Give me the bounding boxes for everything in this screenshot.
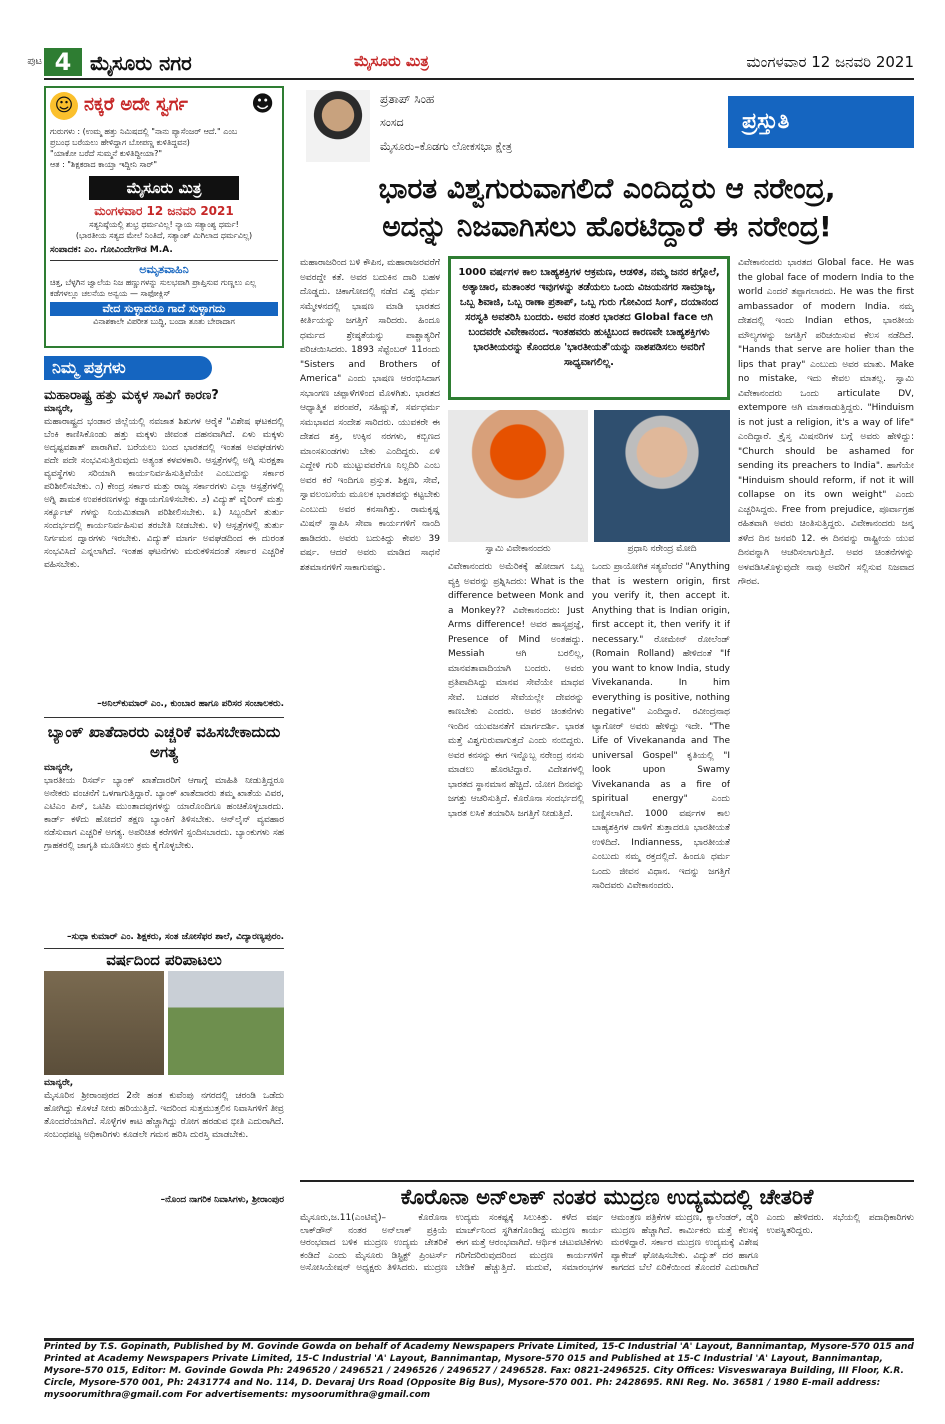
letter2-signature: –ಸುಧಾ ಕುಮಾರ್ ಎಂ. ಶಿಕ್ಷಕರು, ಸಂತ ಜೋಸೆಫರ ಶಾಲೆ, ವಿದ್ಯಾರಣ್ಯಪುರಂ.: [66, 932, 284, 942]
bottom-article: [300, 1180, 914, 1336]
page-label: ಪುಟ: [27, 56, 42, 67]
logo-date: ಮಂಗಳವಾರ 12 ಜನವರಿ 2021: [94, 204, 234, 218]
letter1-body: ಮಹಾರಾಷ್ಟ್ರದ ಭಂಡಾರ ಜಿಲ್ಲೆಯಲ್ಲಿ ನವಜಾತ ಶಿಶುಗಳ ಆರೈಕೆ "ವಿಶೇಷ ಘಟಕದಲ್ಲಿ ಬೆಂಕಿ ಕಾಣಿಸಿಕೊಂಡು ಹತ್ತು ಮಕ್ಕಳು ಜೀವಂತ ದಹನವಾಗಿದೆ. ಏಳು ಮಕ್ಕಳು ಅದೃಷ್ಟವಶಾತ್ ಪಾರಾಗಿವೆ. ಬರೆಯಲು ಬಂದ ಭಾರತದಲ್ಲಿ ಇಂತಹ ಅವಘಡಗಳು ಪದೇ ಪದೇ ಸಂಭವಿಸುತ್ತಿರುವುದು ಅತ್ಯಂತ ಕಳವಳಕಾರಿ. ಆಸ್ಪತ್ರೆಗಳಲ್ಲಿ ಅಗ್ನಿ ಸುರಕ್ಷತಾ ವ್ಯವಸ್ಥೆಗಳು ಸರಿಯಾಗಿ ಕಾರ್ಯನಿರ್ವಹಿಸುತ್ತಿವೆಯೇ ಎಂಬುದನ್ನು ಸರ್ಕಾರ ಪರಿಶೀಲಿಸಬೇಕು. ೧) ಕೇಂದ್ರ ಸರ್ಕಾರ ಮತ್ತು ರಾಜ್ಯ ಸರ್ಕಾರಗಳು ಎಲ್ಲಾ ಆಸ್ಪತ್ರೆಗಳಲ್ಲಿ ಅಗ್ನಿ ಶಾಮಕ ಉಪಕರಣಗಳನ್ನು ಕಡ್ಡಾಯಗೊಳಿಸಬೇಕು. ೨) ವಿದ್ಯುತ್ ವೈರಿಂಗ್ ಮತ್ತು ಸರ್ಕ್ಯೂಟ್ ಗಳನ್ನು ನಿಯಮಿತವಾಗಿ ಪರಿಶೀಲಿಸಬೇಕು. ೩) ಸಿಬ್ಬಂದಿಗೆ ತುರ್ತು ಸಂದರ್ಭದಲ್ಲಿ ಕಾರ್ಯನಿರ್ವಹಿಸುವ ತರಬೇತಿ ನೀಡಬೇಕು. ೪) ಆಸ್ಪತ್ರೆಗಳಲ್ಲಿ ತುರ್ತು ನಿರ್ಗಮನ ದ್ವಾರಗಳು ಇರಬೇಕು. ವಿದ್ಯುತ್ ಮಾರ್ಗ ಅವಘಡದಿಂದ ಈ ದುರಂತ ಸಂಭವಿಸಿದೆ ಎನ್ನಲಾಗಿದೆ. ಇಂತಹ ಘಟನೆಗಳು ಮರುಕಳಿಸದಂತೆ ಸರ್ಕಾರ ಎಚ್ಚರಿಕೆ ವಹಿಸಬೇಕು.: [44, 417, 284, 570]
author-header: [300, 86, 914, 166]
letter1-title: ಮಹಾರಾಷ್ಟ್ರ ಹತ್ತು ಮಕ್ಕಳ ಸಾವಿಗೆ ಕಾರಣ?: [44, 388, 219, 403]
left-column: [44, 86, 284, 1207]
motto-line: ಸತ್ಯನಿಷ್ಠೆಯಲ್ಲಿ ಶುಭ್ರ ಧರ್ಮವಿಲ್ಲ! ನ್ಯಾಯ ಸತ್ಯಾಂಶ್ಯ ಧರ್ಮ!: [89, 220, 239, 229]
author-photo: [306, 90, 370, 162]
letter3-photos: [44, 971, 284, 1075]
drain-photo: [44, 971, 164, 1075]
amruthavahini-title: ಅಮೃತವಾಹಿನಿ: [139, 263, 189, 276]
letters-banner-label: ನಿಮ್ಮ ಪತ್ರಗಳು: [44, 356, 212, 380]
page-number: 4: [44, 48, 82, 76]
author-role: ಸಂಸದ: [380, 116, 404, 129]
bottom-body: ಮೈಸೂರು,ಜ.11(ಎಂಟಿವೈ)– ಕೊರೊನಾ ಲಾಕ್‌ಡೌನ್ ನಂತರ ಅನ್‌ಲಾಕ್ ಪ್ರಕ್ರಿಯೆ ಆರಂಭವಾದ ಬಳಿಕ ಮುದ್ರಣ ಉದ್ಯಮ ಚೇತರಿಕೆ ಕಂಡಿದೆ ಎಂದು ಮೈಸೂರು ಡಿಸ್ಟ್ರಿಕ್ಟ್ ಪ್ರಿಂಟರ್ಸ್ ಅಸೋಸಿಯೇಷನ್ ಅಧ್ಯಕ್ಷರು ತಿಳಿಸಿದರು. ಮುದ್ರಣ ಉದ್ಯಮ ಸಂಕಷ್ಟಕ್ಕೆ ಸಿಲುಕಿತ್ತು. ಕಳೆದ ವರ್ಷ ಮಾರ್ಚ್‌ನಿಂದ ಸ್ಥಗಿತಗೊಂಡಿದ್ದ ಮುದ್ರಣ ಕಾರ್ಯ ಈಗ ಮತ್ತೆ ಆರಂಭವಾಗಿದೆ. ಆರ್ಥಿಕ ಚಟುವಟಿಕೆಗಳು ಗರಿಗೆದರಿರುವುದರಿಂದ ಮುದ್ರಣ ಕಾರ್ಯಗಳಿಗೆ ಬೇಡಿಕೆ ಹೆಚ್ಚುತ್ತಿದೆ. ಮದುವೆ, ಸಮಾರಂಭಗಳ ಆಮಂತ್ರಣ ಪತ್ರಿಕೆಗಳ ಮುದ್ರಣ, ಕ್ಯಾಲೆಂಡರ್, ಡೈರಿ ಮುದ್ರಣ ಹೆಚ್ಚಾಗಿದೆ. ಕಾರ್ಮಿಕರು ಮತ್ತೆ ಕೆಲಸಕ್ಕೆ ಮರಳಿದ್ದಾರೆ. ಸರ್ಕಾರ ಮುದ್ರಣ ಉದ್ಯಮಕ್ಕೆ ವಿಶೇಷ ಪ್ಯಾಕೇಜ್ ಘೋಷಿಸಬೇಕು. ವಿದ್ಯುತ್ ದರ ಹಾಗೂ ಕಾಗದದ ಬೆಲೆ ಏರಿಕೆಯಿಂದ ತೊಂದರೆ ಎದುರಾಗಿದೆ ಎಂದು ಹೇಳಿದರು. ಸಭೆಯಲ್ಲಿ ಪದಾಧಿಕಾರಿಗಳು ಉಪಸ್ಥಿತರಿದ್ದರು.: [300, 1213, 914, 1273]
section-title: ಮೈಸೂರು ನಗರ: [90, 51, 192, 75]
pull-quote: 1000 ವರ್ಷಗಳ ಕಾಲ ಬಾಹ್ಯಶಕ್ತಿಗಳ ಆಕ್ರಮಣ, ಆಡಳಿತ, ನಮ್ಮ ಜನರ ಕಗ್ಗೊಲೆ, ಅತ್ಯಾಚಾರ, ಮತಾಂತರ ಇವುಗಳನ್ನು ತಡೆಯಲು ಒಂದು ವಿಜಯನಗರ ಸಾಮ್ರಾಜ್ಯ, ಒಬ್ಬ ಶಿವಾಜಿ, ಒಬ್ಬ ರಾಣಾ ಪ್ರತಾಪ್, ಒಬ್ಬ ಗುರು ಗೋವಿಂದ ಸಿಂಗ್, ದಯಾನಂದ ಸರಸ್ವತಿ ಅವತರಿಸಿ ಬಂದರು. ಅವರ ನಂತರ ಭಾರತದ Global face ಆಗಿ ಬಂದವರೇ ವಿವೇಕಾನಂದ. ಇಂತಹವರು ಹುಟ್ಟಿಬಂದ ಕಾರಣವೇ ಬಾಹ್ಯಶಕ್ತಿಗಳು ಭಾರತೀಯರನ್ನು ಕೊಂದರೂ 'ಭಾರತೀಯತೆ'ಯನ್ನು ನಾಶಪಡಿಸಲು ಅವರಿಗೆ ಸಾಧ್ಯವಾಗಲಿಲ್ಲ.: [448, 256, 730, 400]
paper-name: ಮೈಸೂರು ಮಿತ್ರ: [354, 52, 429, 70]
author-constituency: ಮೈಸೂರು–ಕೊಡಗು ಲೋಕಸಭಾ ಕ್ಷೇತ್ರ: [380, 140, 513, 153]
letter2-title: ಬ್ಯಾಂಕ್ ಖಾತೆದಾರರು ಎಚ್ಚರಿಕೆ ವಹಿಸಬೇಕಾದುದು ಅಗತ್ಯ: [47, 723, 281, 761]
letter1-salutation: ಮಾನ್ಯರೇ,: [44, 404, 74, 414]
bottom-headline: ಕೊರೊನಾ ಅನ್‌ಲಾಕ್ ನಂತರ ಮುದ್ರಣ ಉದ್ಯಮದಲ್ಲಿ ಚೇತರಿಕೆ: [400, 1185, 814, 1209]
article-col-4: ವಿವೇಕಾನಂದರು ಭಾರತದ Global face. He was the global face of modern India to the world ಎಂದರೆ ತಪ್ಪಾಗಲಾರದು. He was the first ambassador of modern India. ನಮ್ಮ ದೇಶದಲ್ಲಿ ಇಂದು Indian ethos, ಭಾರತೀಯ ಮೌಲ್ಯಗಳನ್ನು ಜಗತ್ತಿಗೆ ಪರಿಚಯಿಸುವ ಕೆಲಸ ನಡೆದಿದೆ. "Hands that serve are holier than the lips that pray" ಎಂಬುದು ಅವರ ಮಾತು. Make no mistake, ಇದು ಕೇವಲ ಮಾತಲ್ಲ. ಸ್ವಾಮಿ ವಿವೇಕಾನಂದರು ಒಂದು articulate DV, extempore ಆಗಿ ಮಾತನಾಡುತ್ತಿದ್ದರು. "Hinduism is not just a religion, it's a way of life" ಎಂದಿದ್ದಾರೆ. ಕ್ರೈಸ್ತ ಮಿಷನರಿಗಳ ಬಗ್ಗೆ ಅವರು ಹೇಳಿದ್ದು: "Church should be ashamed for sending its preachers to India". ಹಾಗೆಯೇ "Hinduism should reform, if not it will collapse on its own weight" ಎಂದು ಎಚ್ಚರಿಸಿದ್ದರು. Free from prejudice, ಪೂರ್ವಾಗ್ರಹ ರಹಿತವಾಗಿ ಅವರು ಚಿಂತಿಸುತ್ತಿದ್ದರು. ವಿವೇಕಾನಂದರು ಜನ್ಮ ತಳೆದ ದಿನ ಜನವರಿ 12. ಈ ದಿನವನ್ನು ರಾಷ್ಟ್ರೀಯ ಯುವ ದಿನವನ್ನಾಗಿ ಆಚರಿಸಲಾಗುತ್ತಿದೆ. ಅವರ ಚಿಂತನೆಗಳನ್ನು ಅಳವಡಿಸಿಕೊಳ್ಳುವುದೇ ನಾವು ಅವರಿಗೆ ಸಲ್ಲಿಸುವ ನಿಜವಾದ ಗೌರವ.: [738, 258, 914, 587]
motto: [50, 219, 278, 241]
letter3-signature: –ನೊಂದ ನಾಗರಿಕ ನಿವಾಸಿಗಳು, ಶ್ರೀರಾಂಪುರ: [160, 1195, 284, 1205]
masthead: [27, 48, 914, 80]
humor-line: ಪ್ರಬಂಧ ಬರೆಯಲು ಹೇಳಿದ್ದಾಗ ಬೋಪಣ್ಣ ಕುಳಿತಿದ್ದವನ): [50, 138, 190, 147]
humor-line: ಆತ : "ಶಿಕ್ಷಕರಾದ ಕಾಯ್ತಾ ಇದ್ದೀನಿ ಸಾರ್": [50, 160, 158, 169]
headline-block: [300, 170, 914, 250]
column-label: ಪ್ರಸ್ತುತಿ: [728, 96, 914, 148]
cartoon-icon: ☻: [251, 92, 274, 117]
vivekananda-photo: [448, 410, 588, 542]
caption-modi: ಪ್ರಧಾನಿ ನರೇಂದ್ರ ಮೋದಿ: [627, 544, 697, 554]
letter3-salutation: ಮಾನ್ಯರೇ,: [44, 1078, 74, 1088]
veda-title: ವೇದ ಸುಳ್ಳಾದರೂ ಗಾದೆ ಸುಳ್ಳಾಗದು: [50, 302, 278, 316]
author-name: ಪ್ರತಾಪ್ ಸಿಂಹ: [380, 92, 435, 106]
letter3-body: ಮೈಸೂರಿನ ಶ್ರೀರಾಂಪುರದ 2ನೇ ಹಂತ ಕುವೆಂಪು ನಗರದಲ್ಲಿ ಚರಂಡಿ ಒಡೆದು ಹೋಗಿದ್ದು ಕೊಳಚೆ ನೀರು ಹರಿಯುತ್ತಿದೆ. ಇದರಿಂದ ಸುತ್ತಮುತ್ತಲಿನ ನಿವಾಸಿಗಳಿಗೆ ತೀವ್ರ ತೊಂದರೆಯಾಗಿದೆ. ಸೊಳ್ಳೆಗಳ ಕಾಟ ಹೆಚ್ಚಾಗಿದ್ದು ರೋಗ ಹರಡುವ ಭೀತಿ ಎದುರಾಗಿದೆ. ಸಂಬಂಧಪಟ್ಟ ಅಧಿಕಾರಿಗಳು ಕೂಡಲೇ ಗಮನ ಹರಿಸಿ ದುರಸ್ತಿ ಮಾಡಬೇಕು.: [44, 1091, 284, 1140]
article-col-2: ವಿವೇಕಾನಂದರು ಅಮೆರಿಕಕ್ಕೆ ಹೋದಾಗ ಒಬ್ಬ ವ್ಯಕ್ತಿ ಅವರನ್ನು ಪ್ರಶ್ನಿಸಿದರು: What is the difference between Monk and a Monkey?? ವಿವೇಕಾನಂದರು: Just Arms difference! ಅವರ ಹಾಸ್ಯಪ್ರಜ್ಞೆ, Presence of Mind ಅಂತಹದ್ದು. Messiah ಆಗಿ ಬರಲಿಲ್ಲ, ಮಾನವತಾವಾದಿಯಾಗಿ ಬಂದರು. ಅವರು ಪ್ರತಿಪಾದಿಸಿದ್ದು ಮಾನವ ಸೇವೆಯೇ ಮಾಧವ ಸೇವೆ. ಬಡವರ ಸೇವೆಯಲ್ಲೇ ದೇವರನ್ನು ಕಾಣಬೇಕು ಎಂದರು. ಅವರ ಚಿಂತನೆಗಳು ಇಂದಿನ ಯುವಜನತೆಗೆ ಮಾರ್ಗದರ್ಶಿ. ಭಾರತ ಮತ್ತೆ ವಿಶ್ವಗುರುವಾಗುತ್ತದೆ ಎಂದು ನಂಬಿದ್ದರು. ಅವರ ಕನಸನ್ನು ಈಗ ಇನ್ನೊಬ್ಬ ನರೇಂದ್ರ ನನಸು ಮಾಡಲು ಹೊರಟಿದ್ದಾರೆ. ವಿದೇಶಗಳಲ್ಲಿ ಭಾರತದ ಸ್ಥಾನಮಾನ ಹೆಚ್ಚಿದೆ. ಯೋಗ ದಿನವನ್ನು ಜಗತ್ತು ಆಚರಿಸುತ್ತಿದೆ. ಕೊರೊನಾ ಸಂದರ್ಭದಲ್ಲಿ ಭಾರತ ಲಸಿಕೆ ತಯಾರಿಸಿ ಜಗತ್ತಿಗೆ ನೀಡುತ್ತಿದೆ.: [448, 562, 584, 819]
caption-vivekananda: ಸ್ವಾಮಿ ವಿವೇಕಾನಂದರು: [485, 544, 551, 554]
laughing-face-icon: ☺: [50, 92, 78, 120]
motto-line: (ಭಾರತೀಯ ಸತ್ಯದ ಮೇಲೆ ನಿಂತಿದೆ, ಸತ್ಯಾಂಶ್ ಮಿಗಿಲಾದ ಧರ್ಮವಿಲ್ಲ): [75, 231, 253, 240]
humor-line: ಗುರುಗಳು : (ಉಮ್ಮ ಹತ್ತು ನಿಮಿಷದಲ್ಲಿ "ನಾನು ಪ್ಯಾಸೆಂಜರ್ ಆದೆ." ಎಂಬ: [50, 127, 238, 136]
headline-line-1: ಭಾರತ ವಿಶ್ವಗುರುವಾಗಲಿದೆ ಎಂದಿದ್ದರು ಆ ನರೇಂದ್ರ,: [378, 172, 836, 205]
letter2-salutation: ಮಾನ್ಯರೇ,: [44, 763, 74, 773]
letter3-title: ವರ್ಷದಿಂದ ಪರಿಪಾಟಲು: [106, 951, 222, 969]
humor-header: [50, 92, 278, 122]
humor-text: [50, 126, 278, 170]
article-col-1: ಮಹಾರಾಜರಿಂದ ಬಳಿ ಕೌಪಿನ, ಮಹಾರಾಜರವರೆಗೆ ಅವರದ್ದೇ ಕತೆ. ಅವರ ಬದುಕಿನ ದಾರಿ ಬಹಳ ದೊಡ್ಡದು. ಚಿಕಾಗೋದಲ್ಲಿ ನಡೆದ ವಿಶ್ವ ಧರ್ಮ ಸಮ್ಮೇಳನದಲ್ಲಿ ಭಾಷಣ ಮಾಡಿ ಭಾರತದ ಕೀರ್ತಿಯನ್ನು ಜಗತ್ತಿಗೆ ಸಾರಿದರು. ಹಿಂದೂ ಧರ್ಮದ ಶ್ರೇಷ್ಠತೆಯನ್ನು ಪಾಶ್ಚಾತ್ಯರಿಗೆ ಪರಿಚಯಿಸಿದರು. 1893 ಸೆಪ್ಟೆಂಬರ್ 11ರಂದು "Sisters and Brothers of America" ಎಂದು ಭಾಷಣ ಆರಂಭಿಸಿದಾಗ ಸಭಾಂಗಣ ಚಪ್ಪಾಳೆಗಳಿಂದ ಮೊಳಗಿತು. ಭಾರತದ ಆಧ್ಯಾತ್ಮಿಕ ಪರಂಪರೆ, ಸಹಿಷ್ಣುತೆ, ಸರ್ವಧರ್ಮ ಸಮಭಾವದ ಸಂದೇಶ ಸಾರಿದರು. ಯುವಕರೇ ಈ ದೇಶದ ಶಕ್ತಿ, ಉಕ್ಕಿನ ನರಗಳು, ಕಬ್ಬಿಣದ ಮಾಂಸಖಂಡಗಳು ಬೇಕು ಎಂದಿದ್ದರು. ಏಳಿ ಎದ್ದೇಳಿ ಗುರಿ ಮುಟ್ಟುವವರೆಗೂ ನಿಲ್ಲದಿರಿ ಎಂಬ ಅವರ ಕರೆ ಇಂದಿಗೂ ಪ್ರಸ್ತುತ. ಶಿಕ್ಷಣ, ಸೇವೆ, ಸ್ವಾವಲಂಬನೆಯ ಮೂಲಕ ಭಾರತವನ್ನು ಕಟ್ಟಬೇಕು ಎಂಬುದು ಅವರ ಕನಸಾಗಿತ್ತು. ರಾಮಕೃಷ್ಣ ಮಿಷನ್ ಸ್ಥಾಪಿಸಿ ಸೇವಾ ಕಾರ್ಯಗಳಿಗೆ ನಾಂದಿ ಹಾಡಿದರು. ಅವರು ಬದುಕಿದ್ದು ಕೇವಲ 39 ವರ್ಷ. ಆದರೆ ಅವರು ಮಾಡಿದ ಸಾಧನೆ ಶತಮಾನಗಳಿಗೆ ಸಾಕಾಗುವಷ್ಟು.: [300, 258, 440, 573]
letters-banner: [44, 356, 284, 382]
sewage-photo: [168, 971, 284, 1075]
humor-title: ನಕ್ಕರೆ ಅದೇ ಸ್ವರ್ಗ: [84, 94, 188, 115]
paper-logo: ಮೈಸೂರು ಮಿತ್ರ: [89, 176, 239, 200]
amruthavahini-text: ಚಿತ್ತ, ಬೆಳ್ಳಗಿನ ಜ್ವಾಲೆಯ ನಿಜ ಹಣ್ಣುಗಳನ್ನು ಸುಲಭವಾಗಿ ಪ್ರಾಪ್ತಿಸುವ ಗುಣ್ಣಲು ಎಲ್ಲ ಕಡೆಗಳಲ್ಲೂ ಚಲನೆಯ ಅನ್ವಯ — ಸಾಫೋಕ್ಲಿಸ್: [50, 278, 257, 298]
humor-line: "ಯಾಕೋ ಬರೆದೆ ಸುಮ್ಮನೆ ಕುಳಿತಿದ್ದೀಯಾ?": [50, 149, 163, 158]
article-col-3: ಒಂದು ಪ್ರಾಯೋಗಿಕ ಸತ್ಯವೆಂದರೆ "Anything that is western origin, first you verify it, then accept it. Anything that is Indian origin, first accept it, then verify it if necessary." ರೋಮೇನ್ ರೋಲೆಂಡ್ (Romain Rolland) ಹೇಳಿದಂತೆ "If you want to know India, study Vivekananda. In him everything is positive, nothing negative" ಎಂದಿದ್ದಾರೆ. ರವೀಂದ್ರನಾಥ ಟ್ಯಾಗೋರ್ ಅವರು ಹೇಳಿದ್ದು ಇದೇ. "The Life of Vivekananda and The universal Gospel" ಕೃತಿಯಲ್ಲಿ "I look upon Swamy Vivekananda as a fire of spiritual energy" ಎಂದು ಬಣ್ಣಿಸಲಾಗಿದೆ. 1000 ವರ್ಷಗಳ ಕಾಲ ಬಾಹ್ಯಶಕ್ತಿಗಳ ದಾಳಿಗೆ ತುತ್ತಾದರೂ ಭಾರತೀಯತೆ ಉಳಿದಿದೆ. Indianness, ಭಾರತೀಯತೆ ಎಂಬುದು ನಮ್ಮ ರಕ್ತದಲ್ಲಿದೆ. ಹಿಂದೂ ಧರ್ಮ ಒಂದು ಜೀವನ ವಿಧಾನ. ಇದನ್ನು ಜಗತ್ತಿಗೆ ಸಾರಿದವರು ವಿವೇಕಾನಂದರು.: [592, 562, 730, 891]
humor-box: [44, 86, 284, 348]
issue-date: ಮಂಗಳವಾರ 12 ಜನವರಿ 2021: [746, 53, 914, 71]
editor-line: ಸಂಪಾದಕ: ಎಂ. ಗೋವಿಂದೇಗೌಡ M.A.: [50, 245, 173, 255]
veda-text: ವಿನಾಶಕಾಲೇ ವಿಪರೀತ ಬುದ್ಧಿ, ಬಂದಾ ತೂತು ಬೇರಾದಾಗ: [93, 317, 235, 326]
letter2-body: ಭಾರತೀಯ ರಿಸರ್ವ್ ಬ್ಯಾಂಕ್ ಖಾತೆದಾರರಿಗೆ ಆಗಾಗ್ಗೆ ಮಾಹಿತಿ ನೀಡುತ್ತಿದ್ದರೂ ಅನೇಕರು ವಂಚನೆಗೆ ಒಳಗಾಗುತ್ತಿದ್ದಾರೆ. ಬ್ಯಾಂಕ್ ಖಾತೆದಾರರು ತಮ್ಮ ಖಾತೆಯ ವಿವರ, ಎಟಿಎಂ ಪಿನ್, ಒಟಿಪಿ ಮುಂತಾದವುಗಳನ್ನು ಯಾರೊಂದಿಗೂ ಹಂಚಿಕೊಳ್ಳಬಾರದು. ಕಾರ್ಡ್ ಕಳೆದು ಹೋದರೆ ತಕ್ಷಣ ಬ್ಯಾಂಕಿಗೆ ತಿಳಿಸಬೇಕು. ಆನ್‌ಲೈನ್ ವ್ಯವಹಾರ ನಡೆಸುವಾಗ ಎಚ್ಚರಿಕೆ ಅಗತ್ಯ. ಅಪರಿಚಿತ ಕರೆಗಳಿಗೆ ಸ್ಪಂದಿಸಬಾರದು. ಬ್ಯಾಂಕುಗಳು ಸಹ ಗ್ರಾಹಕರಲ್ಲಿ ಜಾಗೃತಿ ಮೂಡಿಸಲು ಕ್ರಮ ಕೈಗೊಳ್ಳಬೇಕು.: [44, 776, 284, 851]
letter1-signature: –ಅನಿಲ್‌ಕುಮಾರ್ ಎಂ., ಕುಂಬಾರ ಹಾಗೂ ಪರಿಸರ ಸಂಚಾಲಕರು.: [97, 699, 284, 709]
headline-line-2: ಅದನ್ನು ನಿಜವಾಗಿಸಲು ಹೊರಟಿದ್ದಾರೆ ಈ ನರೇಂದ್ರ!: [382, 210, 832, 243]
imprint-footer: Printed by T.S. Gopinath, Published by M. Govinde Gowda on behalf of Academy Newspapers Private Limited, 15-C Industrial 'A' Layout, Bannimantap, Mysore-570 015 and Printed at Academy Newspapers Private Limited, 15-C Industrial 'A' Layout, Bannimantap, Mysore-570 015 and Published at 15-C Industrial 'A' Layout, Bannimantap, Mysore-570 015, Editor: M. Govinde Gowda Ph: 2496520 / 2496521 / 2496526 / 2496527 / 2496528. Fax: 0821-2496525. City Offices: Visveswaraya Building, III Floor, K.R. Circle, Mysore-570 001, Ph: 2431774 and No. 114, D. Devaraj Urs Road (Opposite Big Bus), Mysore-570 001. Ph: 2428695. RNI Reg. No. 36581 / 1980 E-mail address: mysoorumithra@gmail.com For advertisements: mysoorumithra@gmail.com: [44, 1338, 914, 1413]
modi-photo: [594, 410, 730, 542]
